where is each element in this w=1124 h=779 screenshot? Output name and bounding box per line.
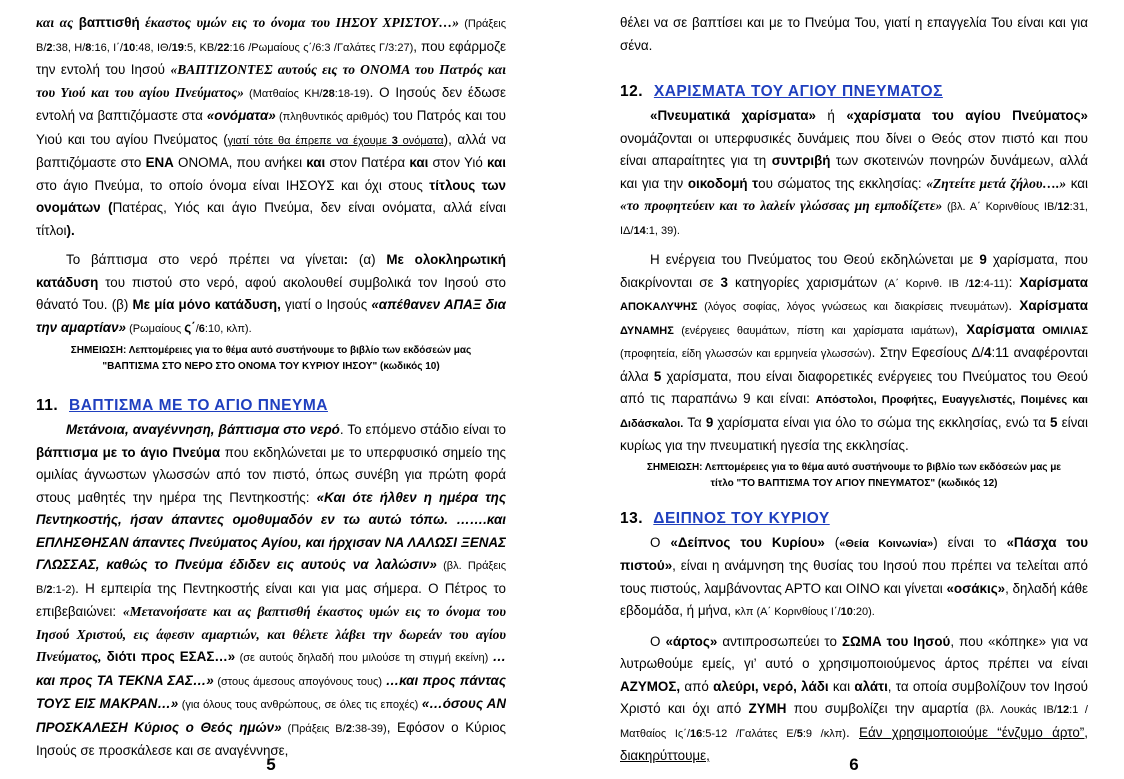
text-run: κατηγορίες χαρισμάτων <box>727 274 885 290</box>
left-column <box>36 12 506 763</box>
text-run: των σκοτεινών πονηρών δυνάμεων, αλλά και για την <box>620 153 1088 191</box>
text-run: Χαρίσματα <box>966 321 1035 337</box>
text-run: , δηλαδή κάθε εβδομάδα, ή μήνα, <box>620 580 1088 618</box>
text-run: βάπτισμα με το άγιο Πνεύμα <box>36 444 221 460</box>
text-run: :20). <box>852 606 875 618</box>
text-run: (βλ. Α΄ Κορινθίους ΙΒ/ <box>942 201 1058 213</box>
text-run: και <box>409 155 429 170</box>
text-run: 9 <box>979 252 987 267</box>
text-run: χαρίσματα είναι για όλο το σώμα της εκκλησίας, ενώ τα <box>713 414 1051 430</box>
text-run: και <box>1066 175 1088 191</box>
text-run: Η ενέργεια του Πνεύματος του Θεού εκδηλώνεται με <box>650 252 980 267</box>
text-run: (Α΄ Κορινθ. ΙΒ / <box>884 277 969 290</box>
section-number-13: 13. <box>620 509 644 527</box>
text-run: :4-11) <box>980 277 1009 290</box>
text-run: . Ο Ιησούς δεν έδωσε εντολή να βαπτιζόμαστε στα <box>36 84 506 123</box>
left-paragraph-3 <box>36 419 506 763</box>
text-run: , που «κόπηκε» για να λυτρωθούμε εμείς, γι’ αυτό ο χρησιμοποιούμενος άρτος πρέπει να είναι <box>620 633 1088 671</box>
text-run: Ο <box>650 534 671 550</box>
text-run: 9 <box>705 414 714 430</box>
text-run: «οσάκις» <box>946 580 1006 596</box>
text-run: (λόγος σοφίας, λόγος γνώσεως και διακρίσεις πνευμάτων) <box>697 301 1009 313</box>
text-run: (πληθυντικός αριθμός) <box>275 111 389 123</box>
text-run: 19 <box>171 41 184 54</box>
section-title-13: ΔΕΙΠΝΟΣ ΤΟΥ ΚΥΡΙΟΥ <box>653 509 830 527</box>
text-run: ΔΥΝΑΜΗΣ <box>620 324 674 337</box>
text-run: «Πάσχα του πιστού» <box>620 534 1088 573</box>
text-run: ή <box>815 108 847 123</box>
text-run: (α) <box>358 252 387 267</box>
text-run: γιατί ο Ιησούς <box>280 297 372 312</box>
text-run: , Εφόσον ο Κύριος Ιησούς σε προσκάλεσε και σε αναγέννησε, <box>36 719 506 758</box>
text-run: 14 <box>633 224 646 237</box>
left-paragraph-2 <box>36 249 506 340</box>
text-run: 2 <box>46 41 53 54</box>
text-run: 12 <box>968 277 981 290</box>
text-run: ου σώματος της εκκλησίας: <box>758 175 927 191</box>
text-run: συντριβή <box>771 153 831 168</box>
text-run: ς΄ <box>184 319 196 335</box>
text-run: , που εφάρμοζε την εντολή του Ιησού <box>36 38 506 77</box>
text-run: (Πράξεις Β/ <box>281 722 346 735</box>
text-run: Απόστολοι, Προφήτες, Ευαγγελιστές, Ποιμένες και Διδάσκαλοι. <box>620 394 1088 430</box>
text-run: στον Υιό <box>428 155 488 170</box>
text-run: ). <box>66 222 75 238</box>
text-run: (στους άμεσους απογόνους τους) <box>213 675 386 688</box>
text-run: . <box>845 724 860 740</box>
text-run: «Μετανοήσατε και ας βαπτισθή έκαστος υμών εις το όνομα του Ιησού Χριστού, εις άφεσιν αμαρτιών, και θέλετε λάβει την δωρεάν του αγίου Πνεύματος, <box>36 604 506 664</box>
text-run: :16, Ι΄/ <box>91 41 123 54</box>
text-run: ) είναι το <box>933 534 1007 550</box>
text-run: 16 <box>689 727 703 740</box>
text-run: «Δείπνος του Κυρίου» <box>670 534 825 550</box>
text-run: από <box>680 678 714 694</box>
text-run: κλπ (Α΄ Κορινθίους Ι΄/ <box>734 606 841 618</box>
right-column <box>620 12 1088 768</box>
right-paragraph-1 <box>620 12 1088 57</box>
text-run: 28 <box>322 87 335 100</box>
right-paragraph-4 <box>620 532 1088 624</box>
text-run: . Το επόμενο στάδιο είναι το <box>339 422 506 437</box>
text-run: και <box>487 155 506 170</box>
text-run: είναι κυρίως για την πνευματική ηγεσία της εκκλησίας. <box>620 414 1088 453</box>
text-run: 22 <box>217 41 230 54</box>
text-run: (Ρωμαίους <box>126 322 185 335</box>
text-run: 12 <box>1057 201 1070 213</box>
text-run: :38-39) <box>351 722 387 735</box>
text-run: ( <box>824 534 840 550</box>
text-run: αλεύρι, νερό, λάδι <box>713 678 829 694</box>
text-run: Τα <box>683 414 706 430</box>
text-run: Το βάπτισμα στο νερό πρέπει να γίνεται <box>66 252 344 267</box>
text-run: ), αλλά να βαπτιζόμαστε στο <box>36 131 506 170</box>
text-run: ΟΜΙΛΙΑΣ <box>1034 324 1088 337</box>
text-run: 4 <box>983 345 992 360</box>
text-run: : <box>343 252 359 267</box>
text-run: …και προς πάντας ΤΟΥΣ ΕΙΣ ΜΑΚΡΑΝ…» <box>36 672 506 711</box>
section-number-12: 12. <box>620 83 644 100</box>
text-run: και <box>828 678 855 694</box>
text-run: 10 <box>122 41 136 54</box>
text-run: «το προφητεύειν και το λαλείν γλώσσας μη εμποδίζετε» <box>620 198 943 213</box>
text-run: «ΒΑΠΤΙΖΟΝΤΕΣ αυτούς εις το ΟΝΟΜΑ του Πατρός και του Υιού και του αγίου Πνεύματος» <box>36 62 506 100</box>
right-paragraph-3 <box>620 249 1088 458</box>
text-run: αντιπροσωπεύει το <box>717 633 843 649</box>
text-run: …και προς ΤΑ ΤΕΚΝΑ ΣΑΣ…» <box>36 649 506 688</box>
text-run: :9 /κλπ) <box>802 727 846 740</box>
text-run: βαπτισθή <box>78 15 140 30</box>
text-run: . Στην Εφεσίους Δ/ <box>871 345 984 360</box>
text-run: :16 /Ρωμαίους ς΄/6:3 /Γαλάτες Γ/3:27) <box>229 41 414 54</box>
text-run: γιατί τότε θα έπρεπε να έχουμε <box>227 134 392 147</box>
text-run: ΑΠΟΚΑΛΥΨΗΣ <box>620 301 698 313</box>
text-run: (Πράξεις Β/ <box>36 18 506 54</box>
text-run: :1, 39). <box>645 224 680 237</box>
section-number-11: 11. <box>36 397 59 414</box>
page-number-left: 5 <box>266 755 276 774</box>
section-heading-12 <box>620 81 1088 103</box>
text-run: Μετάνοια, αναγέννηση, βάπτισμα στο νερό <box>66 422 340 437</box>
text-run: και <box>306 155 326 170</box>
section-heading-13 <box>620 508 1088 530</box>
text-run: / <box>195 322 199 335</box>
section-heading-11 <box>36 395 506 417</box>
text-run: , τα οποία συμβολίζουν τον Ιησού Χριστό και όχι από <box>620 678 1088 716</box>
text-run: χαρίσματα, που είναι διαφορετικές ενέργειες του Πνεύματος του Θεού από τις παραπάνω 9 και είναι: <box>620 368 1088 406</box>
text-run: :5-12 /Γαλάτες Ε/ <box>702 727 797 740</box>
page-number-right: 6 <box>849 755 859 774</box>
text-run: ονόματα <box>397 134 444 147</box>
text-run: ΑΖΥΜΟΣ, <box>620 678 681 694</box>
text-run: του Πατρός και του Υιού και του αγίου Πνεύματος ( <box>36 108 506 147</box>
section-title-12: ΧΑΡΙΣΜΑΤΑ ΤΟΥ ΑΓΙΟΥ ΠΝΕΥΜΑΤΟΣ <box>653 83 943 100</box>
note-baptism-water: ΣΗΜΕΙΩΣΗ: Λεπτομέρειες για το θέμα αυτό συστήνουμε το βιβλίο των εκδόσεών μας "ΒΑΠΤΙΣΜΑ ΣΤΟ ΝΕΡΟ ΣΤΟ ΟΝΟΜΑ ΤΟΥ ΚΥΡΙΟΥ ΙΗΣΟΥ" (κωδικός 10) <box>70 345 472 372</box>
text-run: 5 <box>796 727 803 740</box>
section-title-11: ΒΑΠΤΙΣΜΑ ΜΕ ΤΟ ΑΓΙΟ ΠΝΕΥΜΑ <box>69 397 328 414</box>
text-run: :1-2) <box>52 583 76 596</box>
text-run: 8 <box>85 41 92 54</box>
text-run: «Ζητείτε μετά ζήλου….» <box>926 175 1067 191</box>
left-paragraph-1 <box>36 12 506 242</box>
text-run: Πατέρας, Υιός και άγιο Πνεύμα, δεν είναι ονόματα, αλλά είναι τίτλοι <box>36 200 506 238</box>
text-run: χαρίσματα, που διακρίνονται σε <box>620 252 1088 290</box>
left-page <box>36 0 506 779</box>
text-run: διότι προς ΕΣΑΣ…» <box>101 649 236 664</box>
text-run: Εάν χρησιμοποιούμε “ένζυμο άρτο”, διακηρύττουμε, <box>620 724 1088 763</box>
text-run: «ονόματα» <box>206 108 276 123</box>
right-page <box>620 0 1088 779</box>
text-run: :11 αναφέρονται άλλα <box>620 345 1088 384</box>
text-run: 3 <box>391 134 398 147</box>
text-run: Με μία μόνο κατάδυση, <box>132 297 281 312</box>
text-run: (Ματθαίος ΚΗ/ <box>243 87 323 100</box>
text-run: ΕΝΑ <box>145 155 174 170</box>
text-run: τίτλους των ονομάτων ( <box>36 177 506 215</box>
text-run: 12 <box>1056 704 1070 716</box>
text-run: :10, κλπ). <box>204 322 252 335</box>
text-run: :1 /Ματθαίος Ις΄/ <box>620 704 1088 740</box>
text-run: Με ολοκληρωτική κατάδυση <box>36 252 506 290</box>
text-run: (βλ. Λουκάς ΙΒ/ <box>975 704 1057 716</box>
text-run: :31, ΙΔ/ <box>620 201 1088 237</box>
right-paragraph-2 <box>620 105 1088 242</box>
text-run: 3 <box>720 274 728 290</box>
text-run: (για όλους τους ανθρώπους, σε όλες τις εποχές) <box>178 699 422 711</box>
text-run: «Πνευματικά χαρίσματα» <box>650 108 816 123</box>
text-run: που εκδηλώνεται με το υπερφυσικό σημείο της ομιλίας άγνωστων γλωσσών από τον πιστό, όπως συνέβη για πρώτη φορά στους μαθητές την ημέρα της Πεντηκοστής: <box>36 444 506 505</box>
text-run: θέλει να σε βαπτίσει και με το Πνεύμα Του, γιατί η επαγγελία Του είναι και για σένα. <box>620 15 1088 53</box>
text-run: ΟΝΟΜΑ, που ανήκει <box>173 155 307 170</box>
text-run: : <box>1008 274 1020 290</box>
text-run: 6 <box>198 322 205 335</box>
text-run: ΖΥΜΗ <box>748 701 787 716</box>
text-run: «Θεία Κοινωνία» <box>839 537 934 550</box>
text-run: και ας <box>36 15 79 30</box>
text-run: (προφητεία, είδη γλωσσών και ερμηνεία γλωσσών) <box>620 348 872 360</box>
text-run: . <box>1008 298 1020 313</box>
note-holy-spirit: ΣΗΜΕΙΩΣΗ: Λεπτομέρειες για το θέμα αυτό συστήνουμε το βιβλίο των εκδόσεών μας με τίτλο "ΤΟ ΒΑΠΤΙΣΜΑ ΤΟΥ ΑΓΙΟΥ ΠΝΕΥΜΑΤΟΣ" (κωδικός 12) <box>646 461 1062 489</box>
text-run: 10 <box>840 606 853 618</box>
text-run: του πιστού στο νερό, αφού ακολουθεί συμβολικά τον Ιησού στο θάνατό Του. (β) <box>36 274 506 312</box>
text-run: . Η εμπειρία της Πεντηκοστής είναι και για μας σήμερα. Ο Πέτρος το επιβεβαιώνει: <box>36 580 506 619</box>
text-run: (βλ. Πράξεις Β/ <box>36 560 506 596</box>
text-run: «απέθανεν ΑΠΑΞ δια την αμαρτίαν» <box>36 297 506 335</box>
text-run: (ενέργειες θαυμάτων, πίστη και χαρίσματα ιαμάτων) <box>673 324 955 337</box>
text-run: έκαστος υμών εις το όνομα του ΙΗΣΟΥ ΧΡΙΣΤΟΥ…» <box>139 15 459 30</box>
text-run: «…όσους ΑΝ ΠΡΟΣΚΑΛΕΣΗ Κύριος ο Θεός ημών» <box>36 696 506 735</box>
text-run: (σε αυτούς δηλαδή που μιλούσε τη στιγμή εκείνη) <box>235 652 493 664</box>
text-run: :38, Η/ <box>52 41 86 54</box>
text-run: «χαρίσματα του αγίου Πνεύματος» <box>846 108 1088 123</box>
text-run: :18-19) <box>334 87 370 100</box>
text-run: 2 <box>46 583 53 596</box>
text-run: στο άγιο Πνεύμα, το οποίο όνομα είναι ΙΗΣΟΥΣ και όχι στους <box>36 177 430 193</box>
text-run: αλάτι <box>854 678 888 694</box>
text-run: ονομάζονται οι υπερφυσικές δυνάμεις που δίνει ο Θεός στον πιστό και που είναι απαραίτητες για τη <box>620 130 1088 168</box>
text-run: :48, ΙΘ/ <box>135 41 172 54</box>
text-run: «Και ότε ήλθεν η ημέρα της Πεντηκοστής, ήσαν άπαντες ομοθυμαδόν εν τω αυτώ τόπω. …….και ΕΠΛΗΣΘΗΣΑΝ άπαντες Πνεύματος Αγίου, και ήρχισαν ΝΑ ΛΑΛΩΣΙ ΞΕΝΑΣ ΓΛΩΣΣΑΣ, καθώς το Πνεύμα έδιδεν εις αυτούς να λαλώσιν» <box>36 489 506 572</box>
text-run: , είναι η ανάμνηση της θυσίας του Ιησού που πρέπει να τελείται από τους πιστούς, λαμβάνοντας ΑΡΤΟ και ΟΙΝΟ και γίνεται <box>620 558 1088 596</box>
text-run: Ο <box>650 633 666 649</box>
text-run: :5, ΚΒ/ <box>183 41 218 54</box>
text-run: οικοδομή τ <box>687 175 759 191</box>
text-run: 5 <box>653 368 662 384</box>
text-run: στον Πατέρα <box>325 155 410 170</box>
text-run: , <box>954 321 967 337</box>
text-run: 5 <box>1050 414 1058 430</box>
text-run: Χαρίσματα <box>1019 298 1088 313</box>
right-paragraph-5 <box>620 631 1088 768</box>
text-run: που συμβολίζει την αμαρτία <box>786 701 976 716</box>
text-run: «άρτος» <box>665 633 718 649</box>
text-run: ΣΩΜΑ του Ιησού <box>842 633 951 649</box>
text-run: 2 <box>345 722 352 735</box>
text-run: Χαρίσματα <box>1019 274 1088 290</box>
